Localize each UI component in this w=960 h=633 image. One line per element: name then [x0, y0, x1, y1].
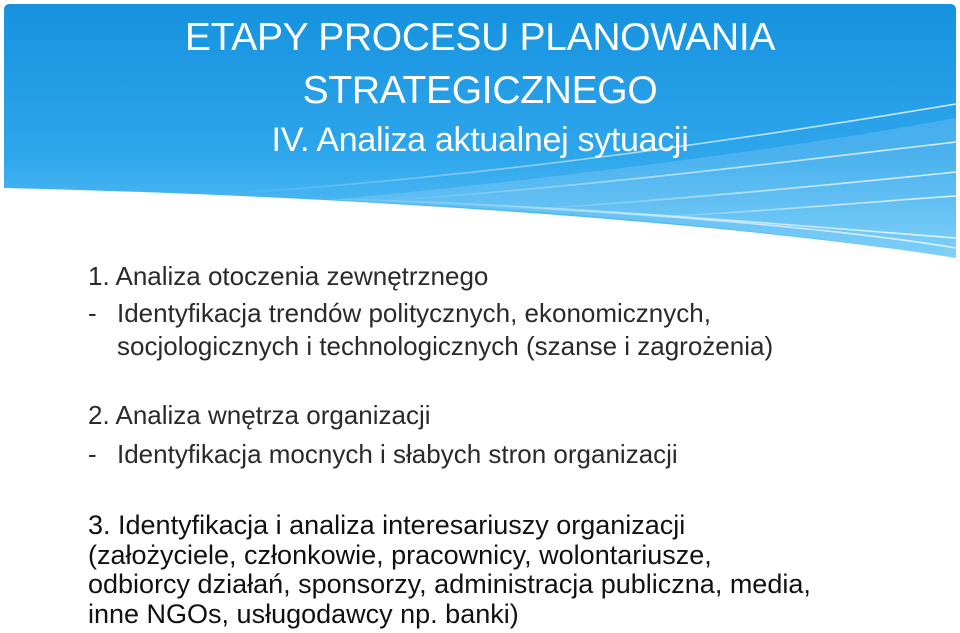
bullet-marker: -: [88, 439, 97, 469]
section-1-bullet-line-1: Identyfikacja trendów politycznych, ekonomicznych,: [117, 298, 711, 328]
title-line-1: ETAPY PROCESU PLANOWANIA: [184, 16, 776, 59]
section-1-bullet-line-2: socjologicznych i technologicznych (szanse i zagrożenia): [117, 331, 774, 361]
section-2-bullet-line-1: Identyfikacja mocnych i słabych stron organizacji: [117, 439, 678, 469]
section-3-heading: 3. Identyfikacja i analiza interesariuszy organizacji: [88, 510, 686, 540]
section-3-line-2: odbiorcy działań, sponsorzy, administracja publiczna, media,: [88, 569, 811, 599]
title-line-2: STRATEGICZNEGO: [302, 69, 658, 112]
section-2-heading: 2. Analiza wnętrza organizacji: [88, 400, 431, 430]
bullet-marker: -: [88, 298, 97, 328]
section-3-line-1: (założyciele, członkowie, pracownicy, wolontariusze,: [88, 540, 712, 570]
section-3-line-3: inne NGOs, usługodawcy np. banki): [88, 599, 519, 629]
section-1-heading: 1. Analiza otoczenia zewnętrznego: [88, 261, 489, 291]
subtitle: IV. Analiza aktualnej sytuacji: [271, 121, 689, 159]
